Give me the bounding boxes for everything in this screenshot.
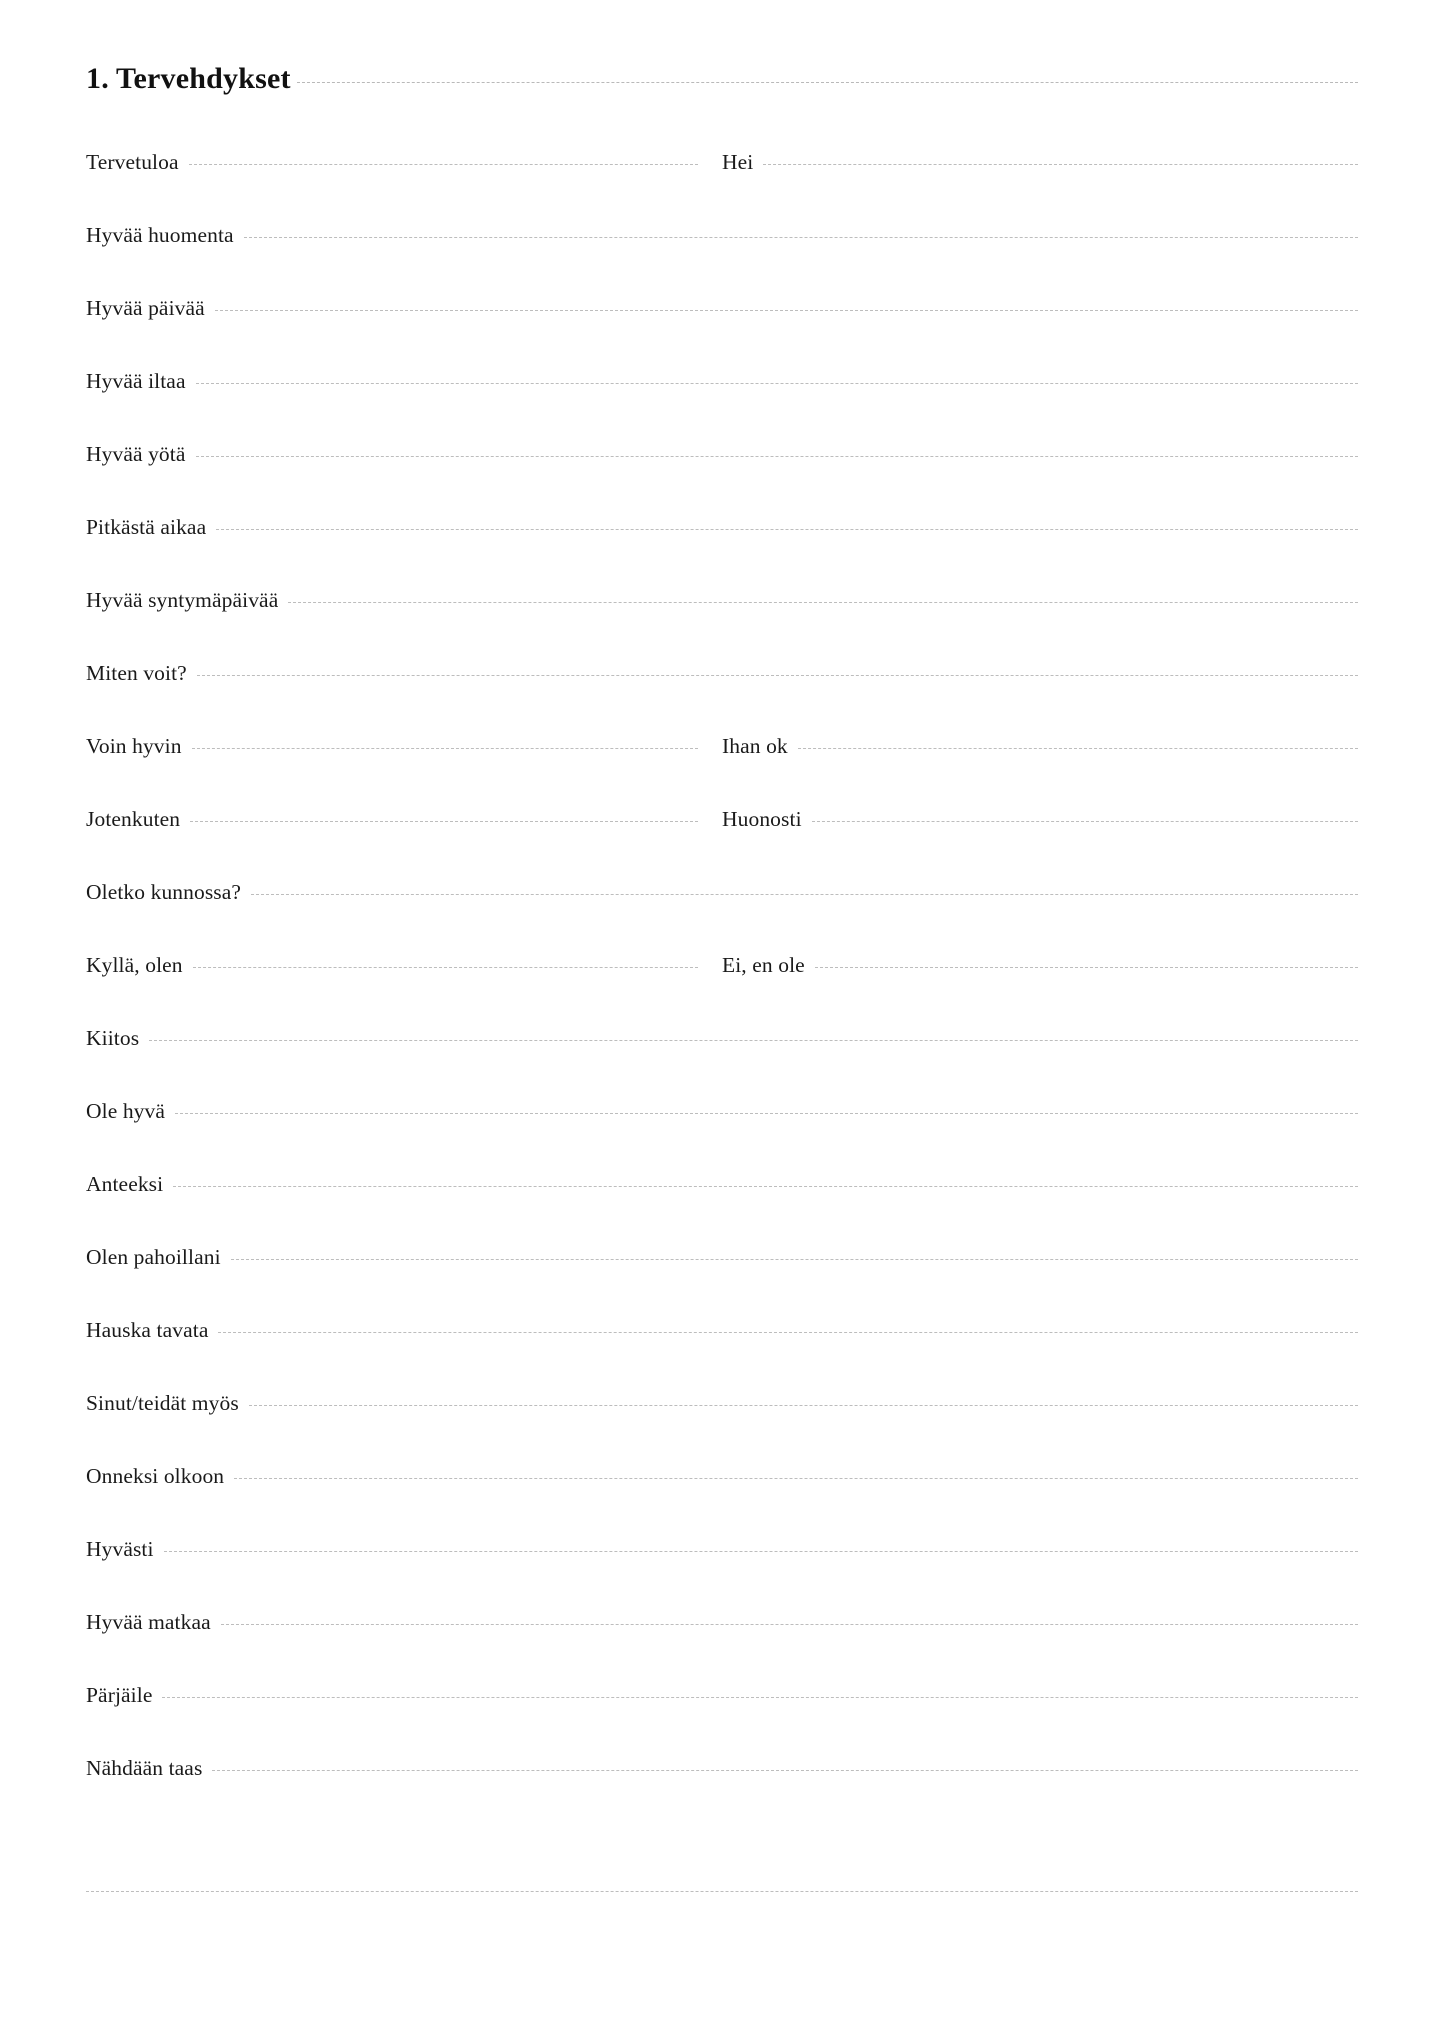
phrase-row: [86, 1758, 1358, 1831]
answer-write-line[interactable]: [798, 748, 1358, 749]
phrase-label: Hyvää huomenta: [86, 223, 234, 247]
answer-write-line[interactable]: [812, 821, 1358, 822]
phrase-list: [86, 152, 1358, 1831]
phrase-label: Pitkästä aikaa: [86, 515, 207, 539]
phrase-entry-left: [86, 371, 1358, 393]
phrase-entry-left: [86, 152, 722, 174]
phrase-row: [86, 1174, 1358, 1247]
phrase-label: Hyvää päivää: [86, 296, 205, 320]
footer-dotted-rule: [86, 1891, 1358, 1892]
phrase-row: [86, 955, 1358, 1028]
phrase-label: Hei: [722, 150, 754, 174]
answer-write-line[interactable]: [175, 1113, 1358, 1114]
answer-write-line[interactable]: [212, 1770, 1358, 1771]
phrase-entry-left: [86, 1320, 1358, 1342]
phrase-label: Ei, en ole: [722, 953, 805, 977]
answer-write-line[interactable]: [288, 602, 1358, 603]
phrase-label: Hyvää iltaa: [86, 369, 186, 393]
phrase-entry-left: [86, 1174, 1358, 1196]
phrase-row: [86, 590, 1358, 663]
phrase-row: [86, 1247, 1358, 1320]
phrase-entry-left: [86, 444, 1358, 466]
phrase-entry-left: [86, 809, 722, 831]
phrase-label: Huonosti: [722, 807, 802, 831]
phrase-entry-left: [86, 517, 1358, 539]
answer-write-line[interactable]: [196, 383, 1358, 384]
answer-write-line[interactable]: [192, 748, 698, 749]
phrase-label: Jotenkuten: [86, 807, 181, 831]
answer-write-line[interactable]: [189, 164, 698, 165]
phrase-row: [86, 809, 1358, 882]
phrase-row: [86, 517, 1358, 590]
answer-write-line[interactable]: [149, 1040, 1358, 1041]
answer-write-line[interactable]: [231, 1259, 1358, 1260]
phrase-row: [86, 225, 1358, 298]
phrase-entry-left: [86, 1612, 1358, 1634]
phrase-row: [86, 1466, 1358, 1539]
phrase-row: [86, 1612, 1358, 1685]
phrase-entry-left: [86, 298, 1358, 320]
phrase-entry-left: [86, 882, 1358, 904]
phrase-label: Sinut/teidät myös: [86, 1391, 239, 1415]
answer-write-line[interactable]: [815, 967, 1358, 968]
phrase-label: Miten voit?: [86, 661, 187, 685]
phrase-label: Hauska tavata: [86, 1318, 209, 1342]
phrase-entry-left: [86, 1247, 1358, 1269]
answer-write-line[interactable]: [190, 821, 698, 822]
phrase-entry-left: [86, 1539, 1358, 1561]
phrase-entry-left: [86, 1758, 1358, 1780]
phrase-row: [86, 1685, 1358, 1758]
phrase-entry-left: [86, 590, 1358, 612]
phrase-row: [86, 444, 1358, 517]
answer-write-line[interactable]: [249, 1405, 1358, 1406]
phrase-label: Hyvää matkaa: [86, 1610, 211, 1634]
phrase-label: Tervetuloa: [86, 150, 179, 174]
phrase-row: [86, 1320, 1358, 1393]
phrase-entry-left: [86, 1028, 1358, 1050]
phrase-label: Pärjäile: [86, 1683, 153, 1707]
phrase-label: Anteeksi: [86, 1172, 164, 1196]
phrase-entry-right: [722, 152, 1358, 174]
phrase-label: Kyllä, olen: [86, 953, 183, 977]
phrase-row: [86, 1539, 1358, 1612]
phrase-row: [86, 663, 1358, 736]
phrase-entry-right: [722, 736, 1358, 758]
answer-write-line[interactable]: [197, 675, 1358, 676]
phrase-row: [86, 882, 1358, 955]
answer-write-line[interactable]: [196, 456, 1358, 457]
answer-write-line[interactable]: [221, 1624, 1358, 1625]
phrase-label: Hyvästi: [86, 1537, 154, 1561]
phrase-entry-right: [722, 809, 1358, 831]
section-title-row: [86, 62, 1358, 96]
phrase-entry-left: [86, 1466, 1358, 1488]
answer-write-line[interactable]: [216, 529, 1358, 530]
phrase-row: [86, 152, 1358, 225]
phrase-row: [86, 1028, 1358, 1101]
phrase-label: Hyvää syntymäpäivää: [86, 588, 279, 612]
phrase-label: Hyvää yötä: [86, 442, 186, 466]
title-dotted-rule: [297, 82, 1358, 83]
phrase-entry-left: [86, 1685, 1358, 1707]
page-title: 1. Tervehdykset: [86, 62, 291, 95]
phrase-row: [86, 736, 1358, 809]
phrase-row: [86, 1393, 1358, 1466]
phrase-entry-left: [86, 663, 1358, 685]
phrase-row: [86, 1101, 1358, 1174]
phrase-label: Voin hyvin: [86, 734, 182, 758]
phrase-label: Ihan ok: [722, 734, 788, 758]
answer-write-line[interactable]: [234, 1478, 1358, 1479]
answer-write-line[interactable]: [193, 967, 698, 968]
answer-write-line[interactable]: [251, 894, 1358, 895]
phrase-entry-left: [86, 736, 722, 758]
phrase-label: Nähdään taas: [86, 1756, 203, 1780]
answer-write-line[interactable]: [763, 164, 1358, 165]
phrase-label: Olen pahoillani: [86, 1245, 221, 1269]
phrase-row: [86, 371, 1358, 444]
answer-write-line[interactable]: [218, 1332, 1358, 1333]
answer-write-line[interactable]: [173, 1186, 1358, 1187]
phrase-label: Kiitos: [86, 1026, 140, 1050]
answer-write-line[interactable]: [215, 310, 1358, 311]
answer-write-line[interactable]: [162, 1697, 1358, 1698]
phrase-entry-left: [86, 225, 1358, 247]
phrase-entry-left: [86, 1101, 1358, 1123]
phrase-entry-left: [86, 1393, 1358, 1415]
answer-write-line[interactable]: [164, 1551, 1358, 1552]
phrase-label: Ole hyvä: [86, 1099, 166, 1123]
phrase-entry-right: [722, 955, 1358, 977]
worksheet-content: [86, 62, 1358, 1892]
phrase-entry-left: [86, 955, 722, 977]
phrase-label: Oletko kunnossa?: [86, 880, 242, 904]
phrase-row: [86, 298, 1358, 371]
phrase-label: Onneksi olkoon: [86, 1464, 225, 1488]
answer-write-line[interactable]: [244, 237, 1358, 238]
